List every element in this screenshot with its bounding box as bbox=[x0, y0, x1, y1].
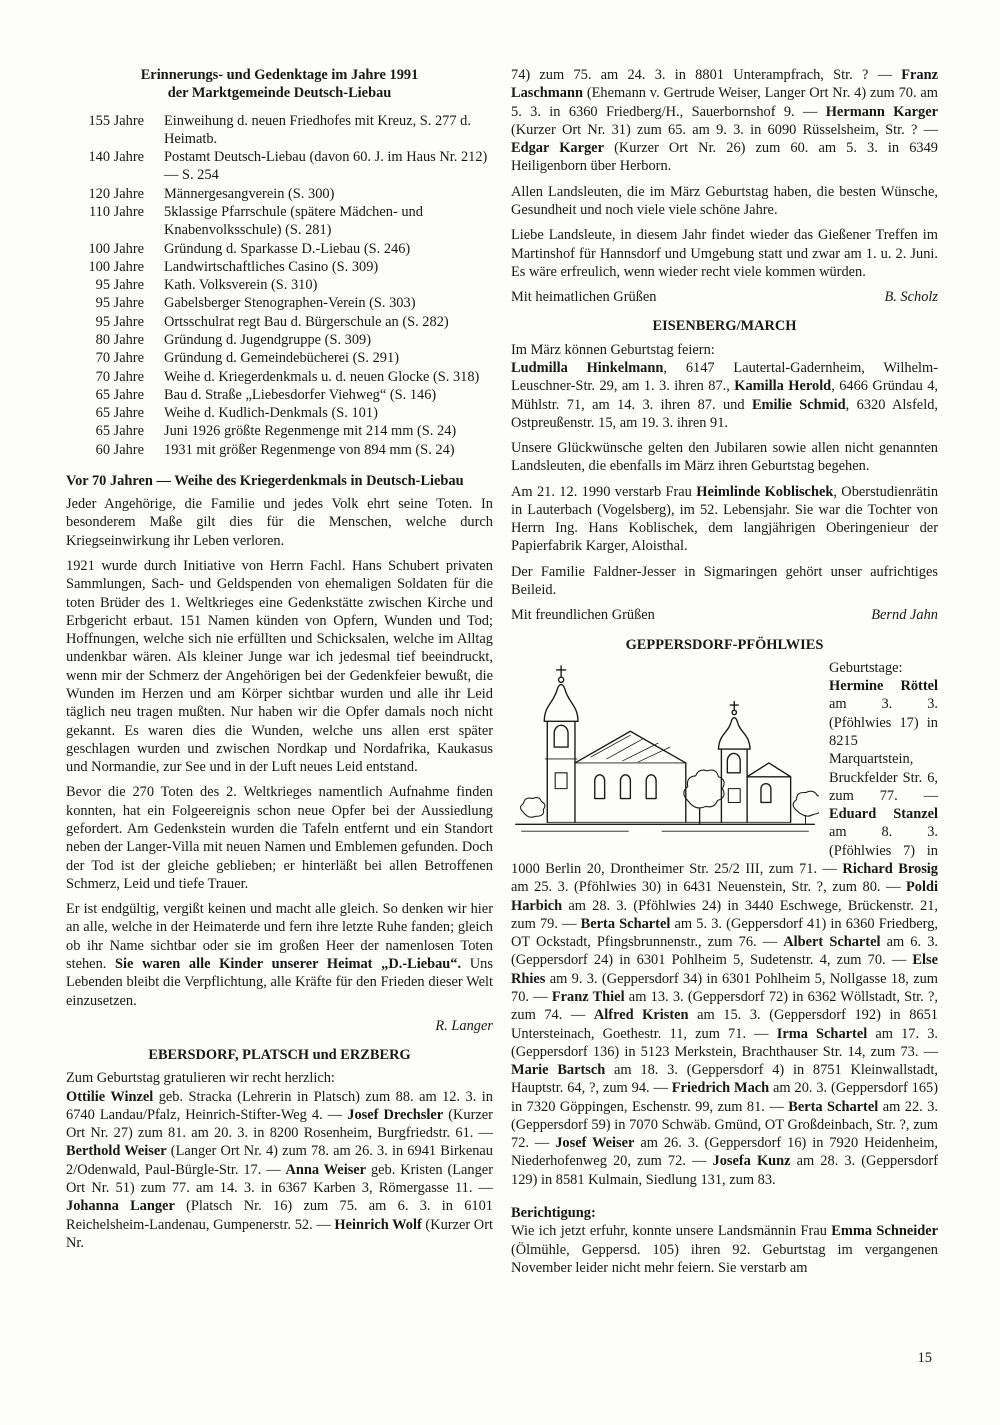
anniversary-years: 120 Jahre bbox=[88, 185, 144, 202]
anniversary-row bbox=[66, 386, 493, 404]
anniversary-row bbox=[66, 276, 493, 294]
anniversary-row bbox=[66, 349, 493, 367]
anniversary-years: 95 Jahre bbox=[95, 277, 144, 294]
article-heading: Vor 70 Jahren — Weihe des Kriegerdenkmals in Deutsch-Liebau bbox=[66, 472, 464, 489]
anniversary-description: Juni 1926 größte Regenmenge mit 214 mm (S. 24) bbox=[164, 423, 457, 440]
anniversary-row bbox=[66, 185, 493, 203]
ebersdorf-heading: EBERSDORF, PLATSCH und ERZBERG bbox=[148, 1047, 411, 1064]
meeting-announcement-paragraph: Liebe Landsleute, in diesem Jahr findet wieder das Gießener Treffen im Martinshof für Hannsdorf und Umgebung statt und zwar am 1. u. 2. Juni. Es wäre erfreulich, wenn wieder recht viele kommen würden. bbox=[511, 227, 938, 280]
left-column bbox=[66, 66, 493, 1284]
anniversary-description: Gründung d. Sparkasse D.-Liebau (S. 246) bbox=[164, 240, 411, 257]
anniversary-description: Weihe d. Kudlich-Denkmals (S. 101) bbox=[164, 405, 378, 422]
anniversary-description: Einweihung d. neuen Friedhofes mit Kreuz, S. 277 d. Heimatb. bbox=[164, 112, 471, 147]
anniversary-row bbox=[66, 313, 493, 331]
anniversary-description: Weihe d. Kriegerdenkmals u. d. neuen Glocke (S. 318) bbox=[164, 368, 480, 385]
anniversary-row bbox=[66, 148, 493, 185]
article-paragraph-1: Jeder Angehörige, die Familie und jedes Volk ehrt seine Toten. In besonderem Maße gilt dies für die Menschen, welche durch Kriegseinwirkung ihr Leben verloren. bbox=[66, 496, 493, 549]
anniversary-row bbox=[66, 404, 493, 422]
anniversary-years: 110 Jahre bbox=[88, 203, 144, 220]
anniversary-description: 1931 mit größer Regenmenge von 894 mm (S. 24) bbox=[164, 441, 455, 458]
anniversary-description: 5klassige Pfarrschule (spätere Mädchen- und Knabenvolksschule) (S. 281) bbox=[164, 203, 423, 239]
anniversary-years: 100 Jahre bbox=[88, 258, 144, 275]
anniversary-years: 155 Jahre bbox=[88, 112, 144, 129]
memorial-title-line1: Erinnerungs- und Gedenktage im Jahre 1991 bbox=[140, 67, 419, 83]
church-illustration bbox=[511, 662, 819, 848]
anniversary-description: Postamt Deutsch-Liebau (davon 60. J. im Haus Nr. 212) — S. 254 bbox=[164, 149, 488, 184]
eisenberg-intro: Im März können Geburtstag feiern: bbox=[511, 341, 715, 358]
anniversary-description: Gründung d. Jugendgruppe (S. 309) bbox=[164, 331, 372, 348]
anniversary-row bbox=[66, 441, 493, 459]
ebersdorf-intro: Zum Geburtstag gratulieren wir recht herzlich: bbox=[66, 1070, 335, 1087]
anniversary-years: 70 Jahre bbox=[95, 368, 144, 385]
anniversary-row bbox=[66, 331, 493, 349]
anniversary-years: 100 Jahre bbox=[88, 240, 144, 257]
article-paragraph-4: Er ist endgültig, vergißt keinen und macht alle gleich. So denken wir hier an alle, welche in der Heimaterde und fern ihre letzte Ruhe fanden; gleich ob ihr Name sichtbar oder sie im großen Heer der namenlosen Toten stehen. Sie waren alle Kinder unserer Heimat „D.-Liebau“. Uns Lebenden bleibt die Verpflichtung, alle Kräfte für den Frieden dieser Welt einzusetzen. bbox=[66, 901, 493, 1009]
geppersdorf-intro: Geburtstage: bbox=[829, 659, 903, 676]
anniversary-description: Männergesangverein (S. 300) bbox=[164, 185, 335, 202]
anniversary-description: Gabelsberger Stenographen-Verein (S. 303) bbox=[164, 295, 416, 312]
continuation-paragraph: 74) zum 75. am 24. 3. in 8801 Unterampfrach, Str. ? — Franz Laschmann (Ehemann v. Gertrude Weiser, Langer Ort Nr. 4) zum 70. am 5. 3. in 6360 Friedberg/H., Sauerbornshof 9. — Hermann Karger (Kurzer Ort Nr. 31) zum 65. am 9. 3. in 6090 Rüsselsheim, Str. ? — Edgar Karger (Kurzer Ort Nr. 26) zum 60. am 5. 3. in 6349 Heiligenborn über Herborn. bbox=[511, 67, 938, 175]
anniversary-years: 65 Jahre bbox=[95, 405, 144, 422]
anniversary-row bbox=[66, 240, 493, 258]
geppersdorf-birthdays-paragraph: Hermine Röttel am 3. 3. (Pföhlwies 17) in 8215 Marquartstein, Bruckfelder Str. 6, zum 77. — Eduard Stanzel am 8. 3. (Pföhlwies 7) in 1000 Berlin 20, Drontheimer Str. 25/2 III, zum 71. — Richard Brosig am 25. 3. (Pföhlwies 30) in 6431 Neuenstein, Str. ?, zum 80. — Poldi Harbich am 28. 3. (Pföhlwies 24) in 3440 Eschwege, Brückenstr. 21, zum 79. — Berta Schartel am 5. 3. (Geppersdorf 41) in 6360 Friedberg, OT Ockstadt, Pfingsbrunnenstr., zum 76. — Albert Schartel am 6. 3. (Geppersdorf 24) in 6301 Pohlheim 5, Sudetenstr. 4, zum 70. — Else Rhies am 9. 3. (Geppersdorf 34) in 6301 Pohlheim 5, Nollgasse 18, zum 70. — Franz Thiel am 13. 3. (Geppersdorf 72) in 6362 Wöllstadt, Str. ?, zum 74. — Alfred Kristen am 15. 3. (Geppersdorf 192) in 8651 Untersteinach, Goethestr. 11, zum 71. — Irma Schartel am 17. 3. (Geppersdorf 136) in 5123 Merkstein, Brachthauser Str. 14, zum 73. — Marie Bartsch am 18. 3. (Geppersdorf 4) in 8751 Kleinwallstadt, Hauptstr. 64, ?, zum 94. — Friedrich Mach am 20. 3. (Geppersdorf 165) in 7320 Göppingen, Eschenstr. 99, zum 81. — Berta Schartel am 22. 3. (Geppersdorf 59) in 7070 Schwäb. Gmünd, OT Großdeinbach, Str. ?, zum 72. — Josef Weiser am 26. 3. (Geppersdorf 16) in 7920 Heidenheim, Niederhofenweg 20, zum 72. — Josefa Kunz am 28. 3. (Geppersdorf 129) in 8581 Kulmain, Siedlung 131, zum 83. bbox=[511, 678, 939, 1188]
eisenberg-heading: EISENBERG/MARCH bbox=[652, 318, 797, 335]
article-paragraph-2: 1921 wurde durch Initiative von Herrn Fachl. Hans Schubert privaten Sammlungen, Sach- und Geldspenden von ehemaligen Soldaten für die toten Brüder des 1. Weltkrieges eine Gedenkstätte zwischen Kirche und Erbgericht erbaut. 151 Namen künden von Opfern, Wunden und Tod; Hoffnungen, welche sich nie erfüllten und Schicksalen, welche im Alltag undenkbar wären. Als kleiner Junge war ich jedesmal tief beeindruckt, wenn mir der Schmerz der Angehörigen bei der Gedenkfeier bewußt, die Wunden im Herzen und am Körper sichtbar wurden und alle ihr Leid täglich neu tragen mußten. Nur haben wir die Opfer damals noch nicht gekannt. Es waren dies die Wunden, welche uns allen erst später geschlagen wurden und zwischen Nordkap und Nordafrika, Kaukasus und Normandie, zur See und in der Luft neues Leid entstand. bbox=[66, 558, 493, 776]
march-wishes-paragraph: Allen Landsleuten, die im März Geburtstag haben, die besten Wünsche, Gesundheit und noch viele viele schöne Jahre. bbox=[511, 183, 938, 218]
anniversary-row bbox=[66, 112, 493, 149]
anniversary-row bbox=[66, 422, 493, 440]
geppersdorf-heading: GEPPERSDORF-PFÖHLWIES bbox=[625, 636, 824, 653]
signoff-row-scholz bbox=[511, 288, 938, 306]
anniversary-years: 65 Jahre bbox=[95, 423, 144, 440]
anniversary-years: 140 Jahre bbox=[88, 149, 144, 166]
signoff-signature: Bernd Jahn bbox=[871, 607, 938, 624]
anniversary-years: 65 Jahre bbox=[95, 386, 144, 403]
anniversary-description: Kath. Volksverein (S. 310) bbox=[164, 277, 318, 294]
anniversary-years: 70 Jahre bbox=[95, 350, 144, 367]
geppersdorf-block bbox=[511, 659, 938, 1196]
anniversary-row bbox=[66, 258, 493, 276]
page-number: 15 bbox=[917, 1349, 932, 1366]
correction-heading: Berichtigung: bbox=[511, 1205, 596, 1222]
anniversary-years: 95 Jahre bbox=[95, 295, 144, 312]
anniversary-description: Landwirtschaftliches Casino (S. 309) bbox=[164, 258, 379, 275]
anniversary-row bbox=[66, 294, 493, 312]
article-signature: R. Langer bbox=[435, 1017, 493, 1034]
memorial-title-line2: der Marktgemeinde Deutsch-Liebau bbox=[167, 85, 392, 102]
anniversary-description: Ortsschulrat regt Bau d. Bürgerschule an (S. 282) bbox=[164, 313, 449, 330]
anniversary-description: Bau d. Straße „Liebesdorfer Viehweg“ (S. 146) bbox=[164, 386, 437, 403]
eisenberg-obituary-paragraph: Am 21. 12. 1990 verstarb Frau Heimlinde Koblischek, Oberstudienrätin in Lauterbach (Vogelsberg), im 52. Lebensjahr. Sie war die Tochter von Herrn Ing. Hans Koblischek, dem langjährigen Oberingenieur der Papierfabrik Karger, Aloisthal. bbox=[511, 483, 939, 555]
anniversary-years: 95 Jahre bbox=[95, 313, 144, 330]
anniversary-row bbox=[66, 203, 493, 240]
anniversary-row bbox=[66, 368, 493, 386]
anniversary-years: 60 Jahre bbox=[95, 441, 144, 458]
signoff-signature: B. Scholz bbox=[884, 289, 938, 306]
right-column bbox=[511, 66, 938, 1284]
article-paragraph-3: Bevor die 270 Toten des 2. Weltkrieges namentlich Aufnahme finden konnten, hat ein Folgeereignis schon neue Opfer bei der Aussiedlung gefordert. Am Gedenkstein wurden die Tafeln entfernt und ein Standort neben der Langer-Villa mit neuen Namen und Emblemen gefunden. Doch der Tod ist der gleiche geblieben; er hinterläßt bei allen Betroffenen Schmerz, Leid und tiefe Trauer. bbox=[66, 784, 493, 892]
signoff-text: Mit heimatlichen Grüßen bbox=[511, 289, 657, 306]
signoff-text: Mit freundlichen Grüßen bbox=[511, 607, 655, 624]
anniversary-years: 80 Jahre bbox=[95, 331, 144, 348]
eisenberg-wishes-paragraph: Unsere Glückwünsche gelten den Jubilaren sowie allen nicht genannten Landsleuten, die ebenfalls im März ihren Geburtstag begehen. bbox=[511, 440, 938, 475]
ebersdorf-birthdays-paragraph: Ottilie Winzel geb. Stracka (Lehrerin in Platsch) zum 88. am 12. 3. in 6740 Landau/Pfalz, Heinrich-Stifter-Weg 4. — Josef Drechsler (Kurzer Ort Nr. 27) zum 81. am 20. 3. in 8200 Rosenheim, Burgfriedstr. 61. — Berthold Weiser (Langer Ort Nr. 4) zum 78. am 26. 3. in 6941 Birkenau 2/Odenwald, Paul-Bürgle-Str. 17. — Anna Weiser geb. Kristen (Langer Ort Nr. 51) zum 77. am 14. 3. in 6367 Karben 3, Römergasse 11. — Johanna Langer (Platsch Nr. 16) zum 75. am 6. 3. in 6101 Reichelsheim-Landenau, Gumpenerstr. 52. — Heinrich Wolf (Kurzer Ort Nr. bbox=[66, 1088, 494, 1251]
anniversary-list bbox=[66, 112, 493, 459]
anniversary-description: Gründung d. Gemeindebücherei (S. 291) bbox=[164, 350, 399, 367]
correction-paragraph: Wie ich jetzt erfuhr, konnte unsere Landsmännin Frau Emma Schneider (Ölmühle, Geppersd. 105) ihren 92. Geburtstag im vergangenen November leider nicht mehr feiern. Sie verstarb am bbox=[511, 1223, 938, 1276]
eisenberg-birthdays-paragraph: Ludmilla Hinkelmann, 6147 Lautertal-Gadernheim, Wilhelm-Leuschner-Str. 29, am 1. 3. ihren 87., Kamilla Herold, 6466 Gründau 4, Mühlstr. 71, am 14. 3. ihren 87. und Emilie Schmid, 6320 Alsfeld, Ostpreußenstr. 15, am 19. 3. ihren 91. bbox=[511, 359, 938, 431]
signoff-row-jahn bbox=[511, 606, 938, 624]
eisenberg-condolence-paragraph: Der Familie Faldner-Jesser in Sigmaringen gehört unser aufrichtiges Beileid. bbox=[511, 563, 938, 599]
